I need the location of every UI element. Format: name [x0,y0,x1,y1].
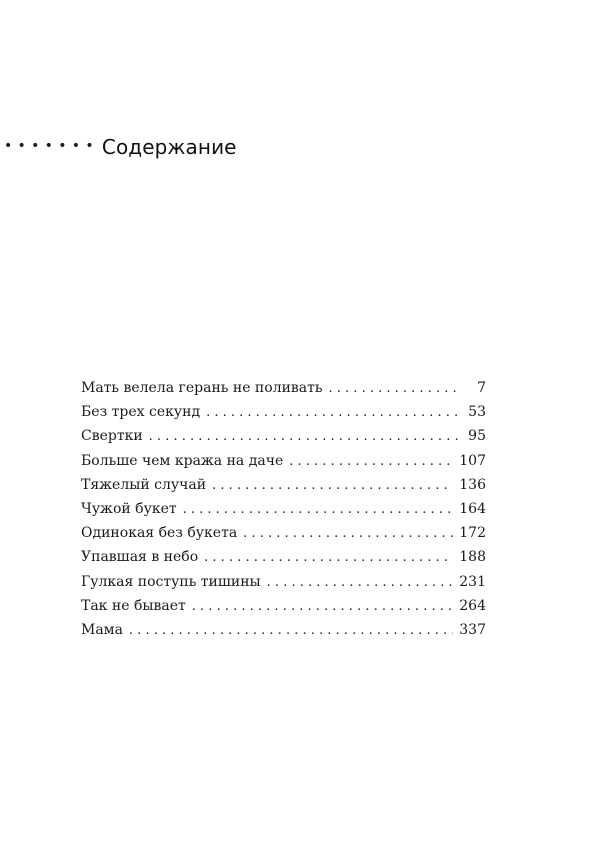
toc-entry [81,622,486,646]
table-of-contents [81,380,486,646]
toc-entry-title: Одинокая без букета [81,525,238,542]
toc-entry [81,501,486,525]
toc-entry-title: Упавшая в небо [81,549,199,566]
toc-entry-title: Без трех секунд [81,404,201,421]
dot-leader [192,599,453,614]
toc-entry-page: 136 [459,476,486,493]
dot-leader [289,454,453,469]
dot-leader [204,550,453,565]
contents-heading [4,133,237,161]
toc-entry-page: 337 [459,621,486,638]
toc-entry-page: 231 [459,573,486,590]
toc-entry-page: 107 [459,452,486,469]
toc-entry [81,404,486,428]
toc-entry [81,380,486,404]
toc-entry [81,453,486,477]
toc-entry-page: 164 [459,500,486,517]
toc-entry-title: Тяжелый случай [81,476,207,493]
toc-entry [81,598,486,622]
toc-entry-title: Мать велела герань не поливать [81,380,323,396]
dot-leader [149,429,462,444]
toc-entry-page: 188 [459,549,486,566]
toc-entry-title: Больше чем кража на даче [81,452,284,469]
toc-entry-title: Гулкая поступь тишины [81,573,261,590]
dot-leader [267,575,454,590]
toc-entry [81,428,486,452]
dot-leader [329,381,462,396]
toc-entry-page: 7 [477,380,486,396]
toc-entry [81,525,486,549]
toc-entry-title: Мама [81,621,123,638]
toc-entry-title: Чужой букет [81,500,177,517]
toc-entry-page: 53 [468,404,486,421]
toc-entry-page: 95 [468,428,486,445]
dot-leader [183,502,454,517]
dot-leader [206,405,462,420]
toc-entry-title: Так не бывает [81,597,186,614]
page-title: Содержание [101,135,237,159]
dot-leader [212,478,453,493]
toc-entry-page: 172 [459,525,486,542]
dot-leader [243,526,453,541]
dot-leader [129,623,453,638]
toc-entry [81,549,486,573]
toc-entry-page: 264 [459,597,486,614]
heading-dots-ornament: ••••••• [4,138,99,154]
toc-entry [81,574,486,598]
toc-entry [81,477,486,501]
toc-entry-title: Свертки [81,428,143,445]
